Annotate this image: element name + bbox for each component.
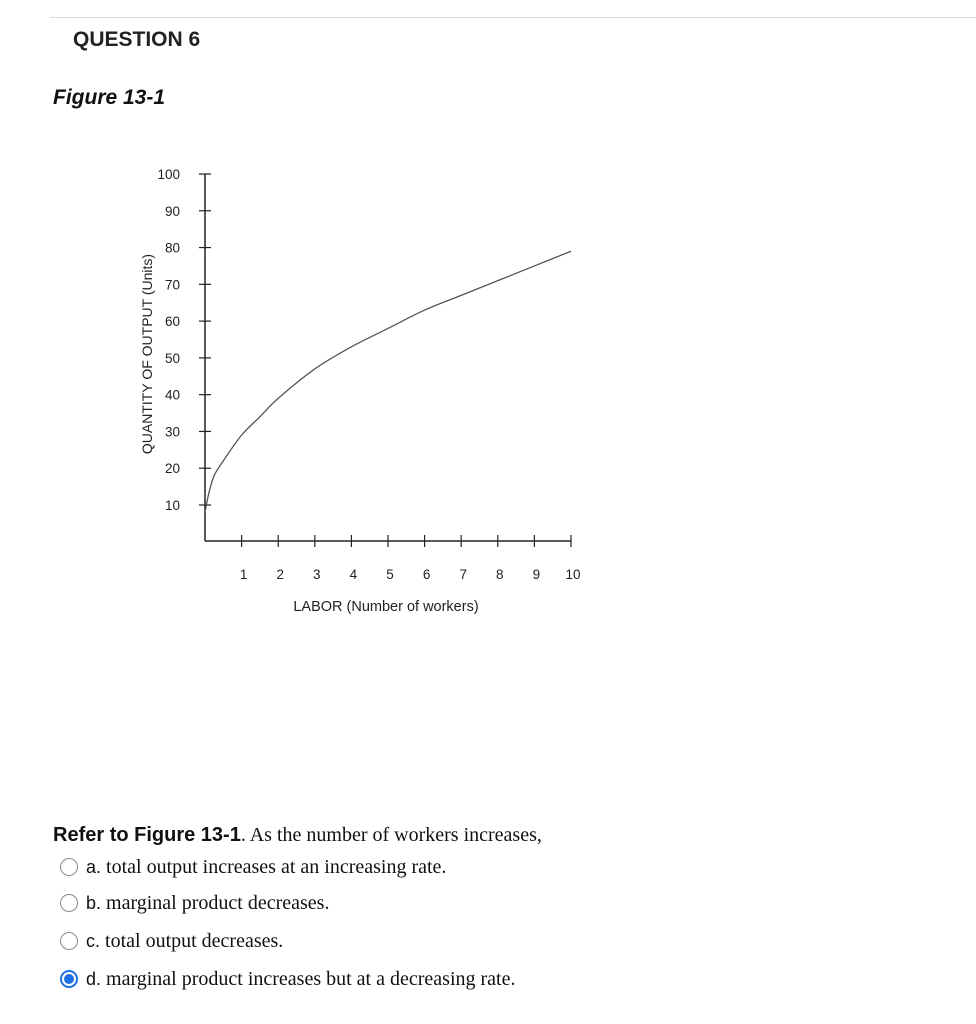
radio-b[interactable] xyxy=(60,894,78,912)
choice-d[interactable] xyxy=(60,965,515,993)
radio-c[interactable] xyxy=(60,932,78,950)
choice-letter: b. xyxy=(86,892,102,913)
choice-b[interactable] xyxy=(60,889,515,917)
choice-letter: a. xyxy=(86,856,102,877)
choice-text: marginal product decreases. xyxy=(106,891,330,914)
x-tick-label: 7 xyxy=(459,567,467,582)
y-tick-label: 30 xyxy=(164,424,180,440)
x-tick-label: 4 xyxy=(349,567,358,582)
production-curve xyxy=(205,251,571,512)
x-axis-label: LABOR (Number of workers) xyxy=(293,599,479,615)
question-prompt xyxy=(53,824,542,847)
x-tick-label: 2 xyxy=(276,567,284,582)
y-tick-label: 40 xyxy=(164,387,180,403)
x-tick-label: 10 xyxy=(565,567,581,582)
radio-a[interactable] xyxy=(60,858,78,876)
y-tick-label: 70 xyxy=(164,277,180,293)
y-tick-label: 90 xyxy=(164,203,180,219)
y-tick-label: 100 xyxy=(157,167,180,182)
choice-text: total output decreases. xyxy=(105,929,284,952)
choice-a[interactable] xyxy=(60,853,515,881)
y-tick-label: 20 xyxy=(164,461,180,477)
choice-text: marginal product increases but at a decreasing rate. xyxy=(106,967,516,990)
y-tick-label: 50 xyxy=(164,350,180,366)
choice-letter: d. xyxy=(86,968,102,989)
x-tick-label: 6 xyxy=(422,567,431,582)
figure-reference: Refer to Figure 13-1 xyxy=(53,824,241,846)
x-tick-label: 8 xyxy=(496,567,504,582)
y-tick-label: 60 xyxy=(164,314,180,330)
choice-text: total output increases at an increasing rate. xyxy=(106,855,447,878)
x-tick-label: 3 xyxy=(313,567,321,582)
question-title: QUESTION 6 xyxy=(73,28,201,51)
x-tick-label: 9 xyxy=(532,567,541,582)
x-tick-label: 1 xyxy=(239,567,248,582)
choice-c[interactable] xyxy=(60,927,515,955)
y-tick-label: 80 xyxy=(164,240,180,256)
radio-d[interactable] xyxy=(60,970,78,988)
x-tick-label: 5 xyxy=(386,567,394,582)
y-tick-label: 10 xyxy=(164,498,180,513)
figure-title: Figure 13-1 xyxy=(53,86,166,109)
choice-letter: c. xyxy=(86,930,101,951)
y-axis-label: QUANTITY OF OUTPUT (Units) xyxy=(139,253,155,455)
prompt-stem: . As the number of workers increases, xyxy=(240,824,542,846)
answer-choices xyxy=(60,853,515,1003)
